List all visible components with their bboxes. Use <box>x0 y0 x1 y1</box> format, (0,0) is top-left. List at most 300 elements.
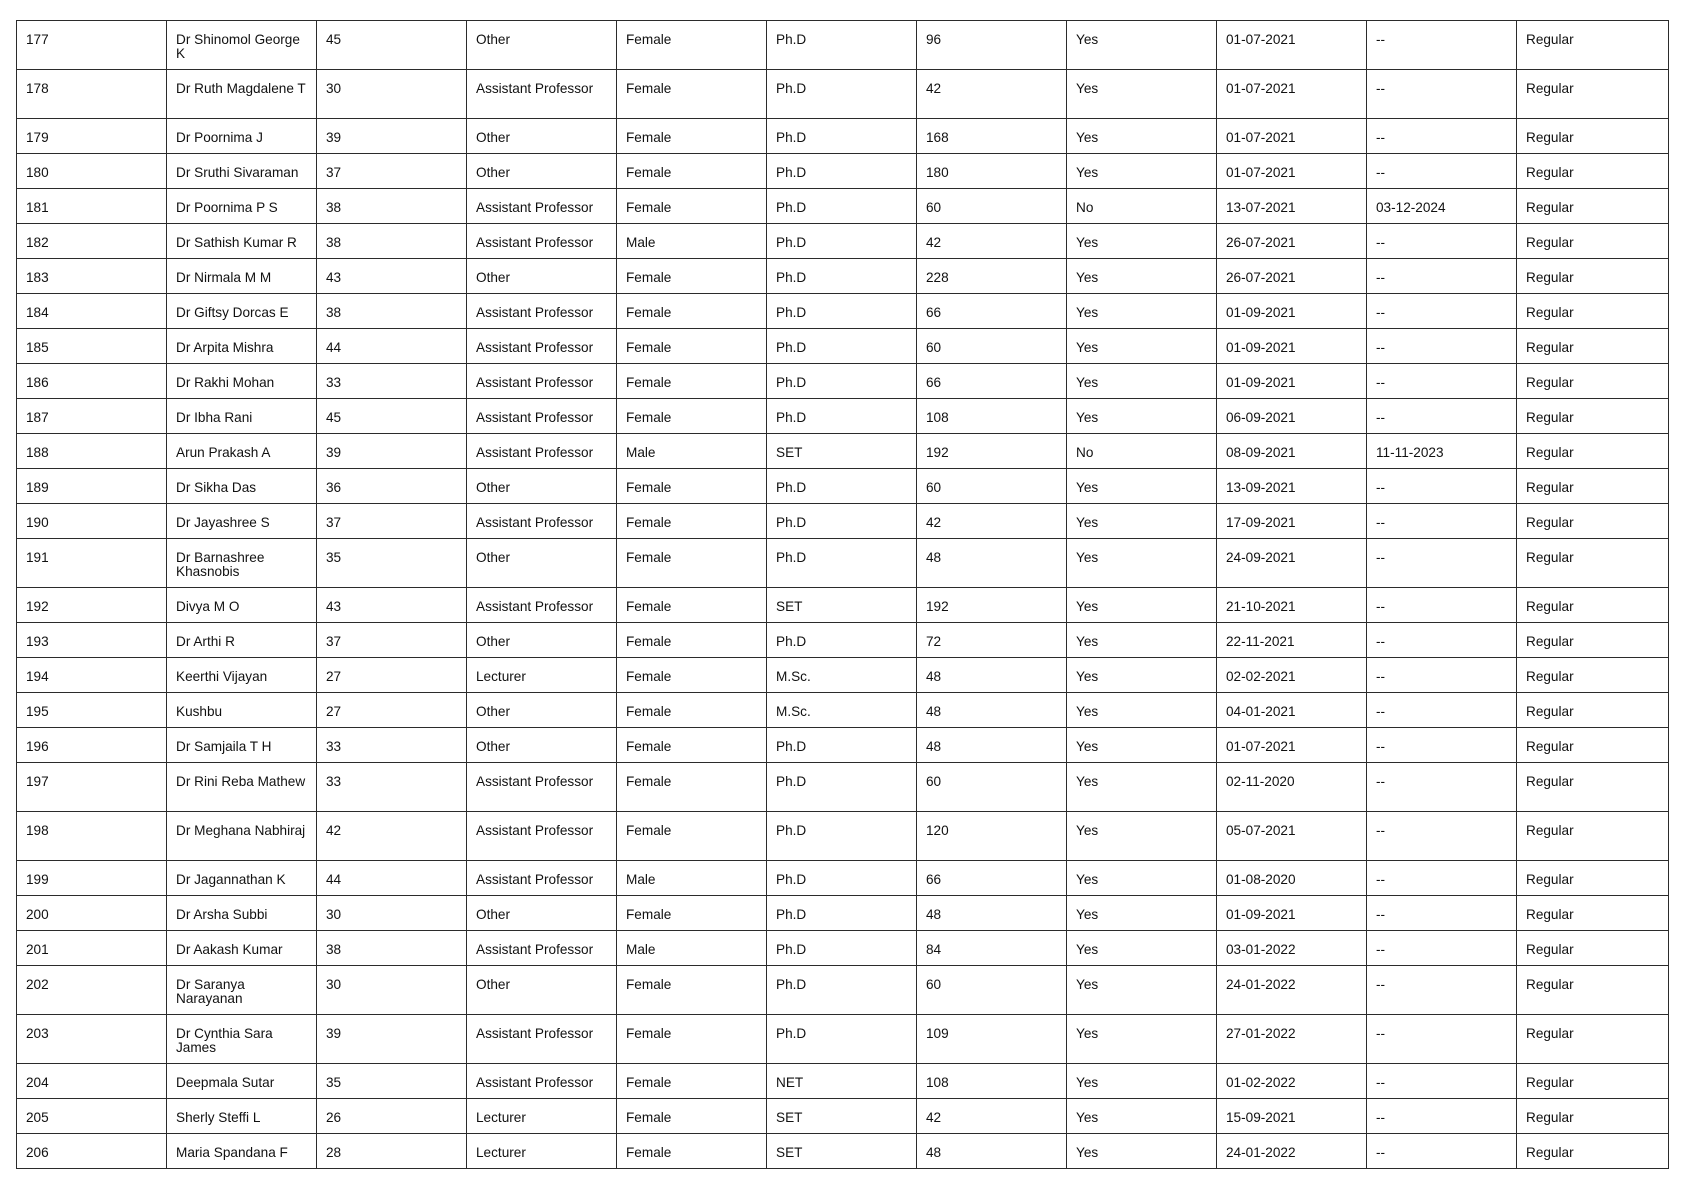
cell-gender: Female <box>617 728 767 763</box>
cell-gender: Female <box>617 896 767 931</box>
cell-status: Yes <box>1067 1099 1217 1134</box>
cell-leaving-date: -- <box>1367 1099 1517 1134</box>
cell-leaving-date: -- <box>1367 539 1517 588</box>
cell-appointment-type: Regular <box>1517 763 1669 812</box>
cell-joining-date: 01-09-2021 <box>1217 294 1367 329</box>
cell-name: Dr Sathish Kumar R <box>167 224 317 259</box>
cell-experience: 228 <box>917 259 1067 294</box>
table-row <box>17 1134 1669 1169</box>
cell-status: Yes <box>1067 623 1217 658</box>
cell-name: Dr Barnashree Khasnobis <box>167 539 317 588</box>
cell-status: Yes <box>1067 1064 1217 1099</box>
cell-status: Yes <box>1067 693 1217 728</box>
cell-qualification: Ph.D <box>767 539 917 588</box>
cell-age: 27 <box>317 658 467 693</box>
cell-gender: Female <box>617 70 767 119</box>
cell-leaving-date: 11-11-2023 <box>1367 434 1517 469</box>
cell-gender: Female <box>617 154 767 189</box>
cell-status: Yes <box>1067 154 1217 189</box>
cell-joining-date: 01-08-2020 <box>1217 861 1367 896</box>
cell-experience: 66 <box>917 294 1067 329</box>
cell-age: 33 <box>317 364 467 399</box>
cell-name: Dr Samjaila T H <box>167 728 317 763</box>
cell-qualification: Ph.D <box>767 896 917 931</box>
cell-name: Dr Nirmala M M <box>167 259 317 294</box>
cell-appointment-type: Regular <box>1517 70 1669 119</box>
cell-status: Yes <box>1067 399 1217 434</box>
cell-joining-date: 01-09-2021 <box>1217 896 1367 931</box>
cell-qualification: Ph.D <box>767 1015 917 1064</box>
cell-joining-date: 01-07-2021 <box>1217 154 1367 189</box>
cell-qualification: NET <box>767 1064 917 1099</box>
table-row <box>17 1015 1669 1064</box>
cell-leaving-date: -- <box>1367 658 1517 693</box>
cell-leaving-date: -- <box>1367 966 1517 1015</box>
cell-gender: Female <box>617 504 767 539</box>
cell-qualification: Ph.D <box>767 399 917 434</box>
cell-experience: 60 <box>917 966 1067 1015</box>
cell-joining-date: 08-09-2021 <box>1217 434 1367 469</box>
cell-designation: Assistant Professor <box>467 364 617 399</box>
cell-qualification: Ph.D <box>767 119 917 154</box>
cell-name: Dr Rakhi Mohan <box>167 364 317 399</box>
cell-appointment-type: Regular <box>1517 504 1669 539</box>
cell-gender: Male <box>617 861 767 896</box>
cell-qualification: M.Sc. <box>767 693 917 728</box>
cell-serial-number: 194 <box>17 658 167 693</box>
table-row <box>17 21 1669 70</box>
cell-serial-number: 189 <box>17 469 167 504</box>
cell-status: Yes <box>1067 812 1217 861</box>
cell-age: 38 <box>317 189 467 224</box>
cell-joining-date: 24-01-2022 <box>1217 1134 1367 1169</box>
cell-gender: Female <box>617 294 767 329</box>
cell-serial-number: 179 <box>17 119 167 154</box>
cell-appointment-type: Regular <box>1517 154 1669 189</box>
cell-appointment-type: Regular <box>1517 119 1669 154</box>
cell-leaving-date: -- <box>1367 70 1517 119</box>
cell-appointment-type: Regular <box>1517 189 1669 224</box>
cell-gender: Male <box>617 224 767 259</box>
table-row <box>17 763 1669 812</box>
cell-status: No <box>1067 434 1217 469</box>
cell-name: Dr Jagannathan K <box>167 861 317 896</box>
cell-leaving-date: -- <box>1367 364 1517 399</box>
cell-gender: Female <box>617 623 767 658</box>
cell-appointment-type: Regular <box>1517 21 1669 70</box>
cell-name: Dr Poornima J <box>167 119 317 154</box>
cell-joining-date: 24-09-2021 <box>1217 539 1367 588</box>
cell-designation: Other <box>467 21 617 70</box>
cell-status: Yes <box>1067 504 1217 539</box>
cell-gender: Female <box>617 189 767 224</box>
cell-name: Dr Aakash Kumar <box>167 931 317 966</box>
cell-name: Dr Poornima P S <box>167 189 317 224</box>
cell-name: Dr Rini Reba Mathew <box>167 763 317 812</box>
cell-qualification: Ph.D <box>767 931 917 966</box>
cell-leaving-date: -- <box>1367 728 1517 763</box>
cell-status: Yes <box>1067 70 1217 119</box>
cell-gender: Male <box>617 434 767 469</box>
cell-gender: Female <box>617 539 767 588</box>
cell-joining-date: 04-01-2021 <box>1217 693 1367 728</box>
cell-experience: 42 <box>917 224 1067 259</box>
table-row <box>17 931 1669 966</box>
cell-leaving-date: -- <box>1367 763 1517 812</box>
cell-gender: Female <box>617 469 767 504</box>
cell-experience: 168 <box>917 119 1067 154</box>
cell-appointment-type: Regular <box>1517 658 1669 693</box>
cell-designation: Lecturer <box>467 1134 617 1169</box>
table-row <box>17 693 1669 728</box>
cell-leaving-date: -- <box>1367 329 1517 364</box>
cell-serial-number: 192 <box>17 588 167 623</box>
cell-qualification: Ph.D <box>767 70 917 119</box>
cell-status: Yes <box>1067 539 1217 588</box>
cell-appointment-type: Regular <box>1517 861 1669 896</box>
table-row <box>17 658 1669 693</box>
cell-qualification: Ph.D <box>767 812 917 861</box>
cell-appointment-type: Regular <box>1517 1134 1669 1169</box>
cell-name: Dr Ibha Rani <box>167 399 317 434</box>
cell-joining-date: 24-01-2022 <box>1217 966 1367 1015</box>
cell-leaving-date: -- <box>1367 399 1517 434</box>
cell-joining-date: 01-07-2021 <box>1217 70 1367 119</box>
cell-appointment-type: Regular <box>1517 728 1669 763</box>
cell-name: Deepmala Sutar <box>167 1064 317 1099</box>
cell-age: 35 <box>317 1064 467 1099</box>
cell-appointment-type: Regular <box>1517 364 1669 399</box>
cell-appointment-type: Regular <box>1517 329 1669 364</box>
cell-name: Dr Shinomol George K <box>167 21 317 70</box>
cell-serial-number: 177 <box>17 21 167 70</box>
cell-status: Yes <box>1067 931 1217 966</box>
cell-appointment-type: Regular <box>1517 224 1669 259</box>
cell-serial-number: 199 <box>17 861 167 896</box>
cell-experience: 180 <box>917 154 1067 189</box>
cell-status: Yes <box>1067 469 1217 504</box>
cell-name: Dr Giftsy Dorcas E <box>167 294 317 329</box>
cell-gender: Female <box>617 588 767 623</box>
cell-gender: Female <box>617 812 767 861</box>
cell-gender: Male <box>617 931 767 966</box>
cell-appointment-type: Regular <box>1517 812 1669 861</box>
cell-age: 39 <box>317 434 467 469</box>
cell-age: 37 <box>317 504 467 539</box>
cell-joining-date: 13-09-2021 <box>1217 469 1367 504</box>
cell-name: Dr Saranya Narayanan <box>167 966 317 1015</box>
cell-gender: Female <box>617 1015 767 1064</box>
cell-age: 45 <box>317 399 467 434</box>
cell-experience: 108 <box>917 1064 1067 1099</box>
cell-serial-number: 195 <box>17 693 167 728</box>
cell-name: Dr Sikha Das <box>167 469 317 504</box>
cell-name: Arun Prakash A <box>167 434 317 469</box>
cell-gender: Female <box>617 259 767 294</box>
cell-status: Yes <box>1067 21 1217 70</box>
cell-serial-number: 201 <box>17 931 167 966</box>
table-row <box>17 623 1669 658</box>
cell-appointment-type: Regular <box>1517 399 1669 434</box>
table-row <box>17 189 1669 224</box>
cell-qualification: Ph.D <box>767 329 917 364</box>
cell-designation: Other <box>467 728 617 763</box>
cell-experience: 66 <box>917 364 1067 399</box>
cell-age: 35 <box>317 539 467 588</box>
cell-serial-number: 186 <box>17 364 167 399</box>
cell-gender: Female <box>617 119 767 154</box>
cell-qualification: Ph.D <box>767 259 917 294</box>
cell-joining-date: 01-07-2021 <box>1217 119 1367 154</box>
cell-status: Yes <box>1067 259 1217 294</box>
table-row <box>17 434 1669 469</box>
cell-status: Yes <box>1067 728 1217 763</box>
cell-experience: 120 <box>917 812 1067 861</box>
cell-experience: 48 <box>917 539 1067 588</box>
table-row <box>17 539 1669 588</box>
cell-leaving-date: -- <box>1367 154 1517 189</box>
cell-appointment-type: Regular <box>1517 1015 1669 1064</box>
cell-qualification: Ph.D <box>767 728 917 763</box>
cell-serial-number: 197 <box>17 763 167 812</box>
table-row <box>17 399 1669 434</box>
cell-leaving-date: 03-12-2024 <box>1367 189 1517 224</box>
cell-joining-date: 06-09-2021 <box>1217 399 1367 434</box>
cell-serial-number: 190 <box>17 504 167 539</box>
table-row <box>17 966 1669 1015</box>
cell-serial-number: 183 <box>17 259 167 294</box>
cell-name: Keerthi Vijayan <box>167 658 317 693</box>
table-row <box>17 329 1669 364</box>
cell-designation: Assistant Professor <box>467 399 617 434</box>
cell-designation: Assistant Professor <box>467 434 617 469</box>
cell-leaving-date: -- <box>1367 504 1517 539</box>
cell-name: Dr Sruthi Sivaraman <box>167 154 317 189</box>
cell-age: 27 <box>317 693 467 728</box>
cell-age: 30 <box>317 966 467 1015</box>
cell-status: Yes <box>1067 1015 1217 1064</box>
cell-gender: Female <box>617 329 767 364</box>
cell-designation: Assistant Professor <box>467 763 617 812</box>
cell-age: 28 <box>317 1134 467 1169</box>
cell-serial-number: 187 <box>17 399 167 434</box>
cell-designation: Assistant Professor <box>467 861 617 896</box>
cell-status: Yes <box>1067 294 1217 329</box>
cell-designation: Other <box>467 154 617 189</box>
cell-status: Yes <box>1067 224 1217 259</box>
cell-leaving-date: -- <box>1367 1134 1517 1169</box>
cell-status: Yes <box>1067 329 1217 364</box>
cell-designation: Assistant Professor <box>467 1015 617 1064</box>
cell-status: Yes <box>1067 896 1217 931</box>
cell-name: Dr Arsha Subbi <box>167 896 317 931</box>
cell-joining-date: 01-09-2021 <box>1217 364 1367 399</box>
cell-status: Yes <box>1067 1134 1217 1169</box>
table-row <box>17 119 1669 154</box>
cell-age: 44 <box>317 861 467 896</box>
cell-qualification: Ph.D <box>767 861 917 896</box>
cell-status: Yes <box>1067 119 1217 154</box>
cell-leaving-date: -- <box>1367 931 1517 966</box>
cell-name: Dr Cynthia Sara James <box>167 1015 317 1064</box>
cell-designation: Other <box>467 539 617 588</box>
cell-age: 30 <box>317 70 467 119</box>
cell-qualification: Ph.D <box>767 21 917 70</box>
cell-serial-number: 188 <box>17 434 167 469</box>
table-row <box>17 861 1669 896</box>
cell-age: 37 <box>317 154 467 189</box>
table-row <box>17 469 1669 504</box>
cell-joining-date: 02-11-2020 <box>1217 763 1367 812</box>
cell-leaving-date: -- <box>1367 259 1517 294</box>
cell-experience: 60 <box>917 189 1067 224</box>
cell-designation: Assistant Professor <box>467 329 617 364</box>
cell-serial-number: 178 <box>17 70 167 119</box>
cell-experience: 48 <box>917 693 1067 728</box>
cell-name: Kushbu <box>167 693 317 728</box>
cell-leaving-date: -- <box>1367 224 1517 259</box>
cell-leaving-date: -- <box>1367 294 1517 329</box>
cell-serial-number: 196 <box>17 728 167 763</box>
cell-experience: 72 <box>917 623 1067 658</box>
cell-gender: Female <box>617 399 767 434</box>
cell-joining-date: 26-07-2021 <box>1217 224 1367 259</box>
cell-appointment-type: Regular <box>1517 966 1669 1015</box>
cell-designation: Other <box>467 623 617 658</box>
cell-name: Dr Arpita Mishra <box>167 329 317 364</box>
cell-qualification: Ph.D <box>767 294 917 329</box>
cell-appointment-type: Regular <box>1517 623 1669 658</box>
cell-designation: Assistant Professor <box>467 224 617 259</box>
cell-designation: Assistant Professor <box>467 1064 617 1099</box>
cell-qualification: Ph.D <box>767 623 917 658</box>
cell-gender: Female <box>617 693 767 728</box>
cell-age: 37 <box>317 623 467 658</box>
cell-gender: Female <box>617 966 767 1015</box>
cell-leaving-date: -- <box>1367 1015 1517 1064</box>
cell-name: Dr Jayashree S <box>167 504 317 539</box>
cell-name: Divya M O <box>167 588 317 623</box>
cell-experience: 60 <box>917 763 1067 812</box>
cell-appointment-type: Regular <box>1517 588 1669 623</box>
cell-status: Yes <box>1067 861 1217 896</box>
cell-joining-date: 22-11-2021 <box>1217 623 1367 658</box>
cell-qualification: SET <box>767 1099 917 1134</box>
cell-serial-number: 180 <box>17 154 167 189</box>
cell-designation: Other <box>467 896 617 931</box>
cell-joining-date: 01-09-2021 <box>1217 329 1367 364</box>
table-row <box>17 70 1669 119</box>
cell-gender: Female <box>617 1099 767 1134</box>
cell-leaving-date: -- <box>1367 1064 1517 1099</box>
cell-experience: 192 <box>917 434 1067 469</box>
cell-status: Yes <box>1067 588 1217 623</box>
cell-qualification: SET <box>767 588 917 623</box>
cell-appointment-type: Regular <box>1517 931 1669 966</box>
table-row <box>17 259 1669 294</box>
table-row <box>17 896 1669 931</box>
cell-serial-number: 203 <box>17 1015 167 1064</box>
cell-experience: 42 <box>917 70 1067 119</box>
cell-name: Maria Spandana F <box>167 1134 317 1169</box>
table-row <box>17 1064 1669 1099</box>
cell-experience: 84 <box>917 931 1067 966</box>
cell-serial-number: 206 <box>17 1134 167 1169</box>
cell-qualification: M.Sc. <box>767 658 917 693</box>
cell-age: 43 <box>317 588 467 623</box>
cell-serial-number: 200 <box>17 896 167 931</box>
cell-name: Dr Meghana Nabhiraj <box>167 812 317 861</box>
cell-serial-number: 182 <box>17 224 167 259</box>
cell-leaving-date: -- <box>1367 896 1517 931</box>
cell-experience: 60 <box>917 469 1067 504</box>
cell-gender: Female <box>617 364 767 399</box>
cell-status: Yes <box>1067 763 1217 812</box>
cell-designation: Lecturer <box>467 1099 617 1134</box>
cell-qualification: Ph.D <box>767 504 917 539</box>
table-row <box>17 728 1669 763</box>
cell-joining-date: 27-01-2022 <box>1217 1015 1367 1064</box>
cell-qualification: Ph.D <box>767 469 917 504</box>
cell-age: 45 <box>317 21 467 70</box>
table-row <box>17 364 1669 399</box>
cell-experience: 48 <box>917 658 1067 693</box>
cell-joining-date: 01-02-2022 <box>1217 1064 1367 1099</box>
cell-designation: Assistant Professor <box>467 294 617 329</box>
cell-age: 42 <box>317 812 467 861</box>
cell-status: Yes <box>1067 658 1217 693</box>
table-row <box>17 1099 1669 1134</box>
cell-age: 33 <box>317 728 467 763</box>
cell-joining-date: 21-10-2021 <box>1217 588 1367 623</box>
cell-serial-number: 181 <box>17 189 167 224</box>
table-row <box>17 588 1669 623</box>
table-row <box>17 294 1669 329</box>
cell-designation: Assistant Professor <box>467 812 617 861</box>
cell-appointment-type: Regular <box>1517 896 1669 931</box>
cell-gender: Female <box>617 1064 767 1099</box>
cell-qualification: Ph.D <box>767 154 917 189</box>
cell-appointment-type: Regular <box>1517 539 1669 588</box>
cell-experience: 192 <box>917 588 1067 623</box>
cell-leaving-date: -- <box>1367 861 1517 896</box>
cell-experience: 66 <box>917 861 1067 896</box>
cell-age: 43 <box>317 259 467 294</box>
cell-joining-date: 26-07-2021 <box>1217 259 1367 294</box>
cell-status: Yes <box>1067 966 1217 1015</box>
cell-leaving-date: -- <box>1367 469 1517 504</box>
cell-age: 39 <box>317 119 467 154</box>
table-body <box>17 21 1669 1169</box>
cell-gender: Female <box>617 1134 767 1169</box>
cell-experience: 60 <box>917 329 1067 364</box>
cell-name: Dr Ruth Magdalene T <box>167 70 317 119</box>
cell-experience: 109 <box>917 1015 1067 1064</box>
cell-designation: Assistant Professor <box>467 70 617 119</box>
cell-age: 38 <box>317 931 467 966</box>
cell-age: 38 <box>317 294 467 329</box>
cell-designation: Assistant Professor <box>467 931 617 966</box>
cell-joining-date: 15-09-2021 <box>1217 1099 1367 1134</box>
cell-leaving-date: -- <box>1367 812 1517 861</box>
cell-serial-number: 205 <box>17 1099 167 1134</box>
table-row <box>17 224 1669 259</box>
faculty-table <box>16 20 1669 1169</box>
cell-name: Dr Arthi R <box>167 623 317 658</box>
cell-gender: Female <box>617 763 767 812</box>
cell-leaving-date: -- <box>1367 623 1517 658</box>
cell-designation: Assistant Professor <box>467 588 617 623</box>
